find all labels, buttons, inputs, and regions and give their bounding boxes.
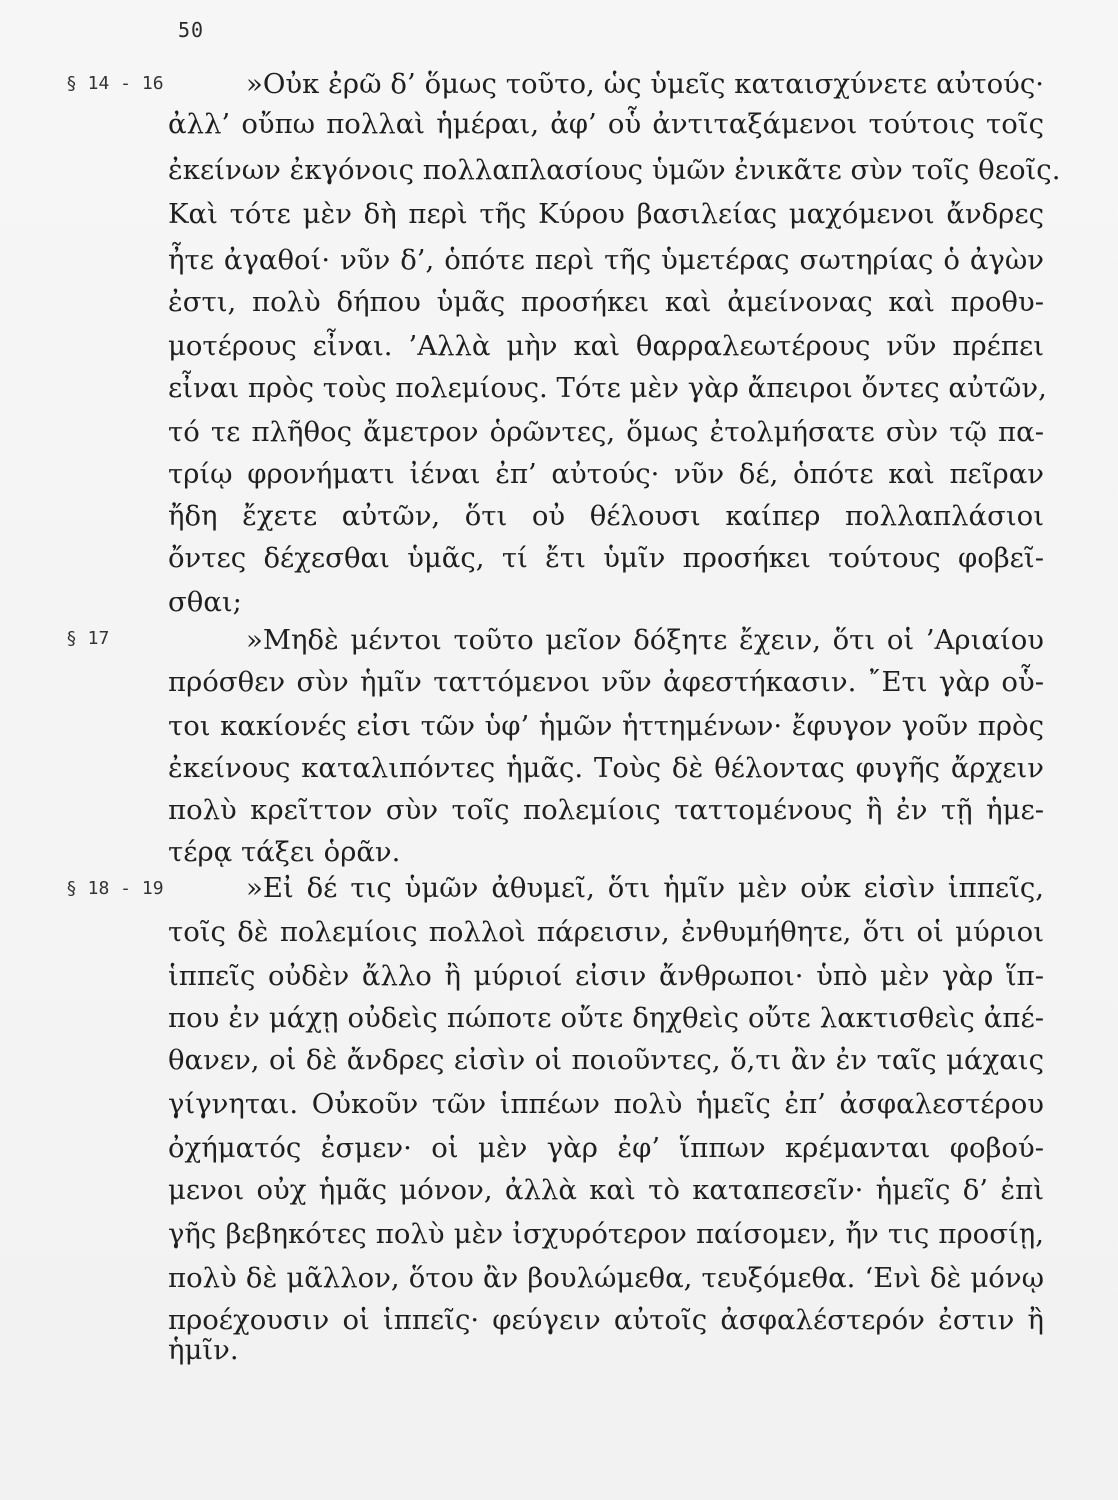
text-line: προέχουσιν οἱ ἱππεῖς· φεύγειν αὐτοῖς ἀσφαλέστερόν ἐστιν ἢ bbox=[168, 1304, 1044, 1336]
text-line: τοι κακίονές εἰσι τῶν ὑφ’ ἡμῶν ἡττημένων· ἔφυγον γοῦν πρὸς bbox=[168, 710, 1044, 742]
text-line: ἐκείνων ἐκγόνοις πολλαπλασίους ὑμῶν ἐνικᾶτε σὺν τοῖς θεοῖς. bbox=[168, 154, 1061, 186]
section-reference: § 17 bbox=[66, 628, 110, 649]
text-line: ἐστι, πολὺ δήπου ὑμᾶς προσήκει καὶ ἀμείνονας καὶ προθυ- bbox=[168, 286, 1044, 318]
text-line: ὀχήματός ἐσμεν· οἱ μὲν γὰρ ἐφ’ ἵππων κρέμανται φοβού- bbox=[168, 1132, 1044, 1164]
text-line: σθαι; bbox=[168, 586, 242, 618]
text-line: »Μηδὲ μέντοι τοῦτο μεῖον δόξητε ἔχειν, ὅτι οἱ ’Αριαίου bbox=[246, 624, 1044, 656]
text-line: ἡμῖν. bbox=[168, 1334, 239, 1366]
text-line: πρόσθεν σὺν ἡμῖν ταττόμενοι νῦν ἀφεστήκασιν. ῎Ετι γὰρ οὗ- bbox=[168, 666, 1044, 698]
text-line: τό τε πλῆθος ἄμετρον ὁρῶντες, ὅμως ἐτολμήσατε σὺν τῷ πα- bbox=[168, 416, 1044, 448]
text-line: »Οὐκ ἐρῶ δ’ ὅμως τοῦτο, ὡς ὑμεῖς καταισχύνετε αὐτούς· bbox=[246, 68, 1044, 100]
text-line: ἦτε ἀγαθοί· νῦν δ’, ὁπότε περὶ τῆς ὑμετέρας σωτηρίας ὁ ἀγὼν bbox=[168, 244, 1044, 276]
text-line: »Εἰ δέ τις ὑμῶν ἀθυμεῖ, ὅτι ἡμῖν μὲν οὐκ εἰσὶν ἱππεῖς, bbox=[246, 872, 1044, 904]
text-line: μενοι οὐχ ἡμᾶς μόνον, ἀλλὰ καὶ τὸ καταπεσεῖν· ἡμεῖς δ’ ἐπὶ bbox=[168, 1174, 1044, 1206]
page-number: 50 bbox=[178, 18, 205, 42]
text-line: Καὶ τότε μὲν δὴ περὶ τῆς Κύρου βασιλείας μαχόμενοι ἄνδρες bbox=[168, 198, 1044, 230]
text-line: γίγνηται. Οὐκοῦν τῶν ἱππέων πολὺ ἡμεῖς ἐπ’ ἀσφαλεστέρου bbox=[168, 1088, 1044, 1120]
text-line: τοῖς δὲ πολεμίοις πολλοὶ πάρεισιν, ἐνθυμήθητε, ὅτι οἱ μύριοι bbox=[168, 916, 1044, 948]
text-line: που ἐν μάχῃ οὐδεὶς πώποτε οὔτε δηχθεὶς οὔτε λακτισθεὶς ἀπέ- bbox=[168, 1002, 1044, 1034]
text-line: ἐκείνους καταλιπόντες ἡμᾶς. Τοὺς δὲ θέλοντας φυγῆς ἄρχειν bbox=[168, 752, 1044, 784]
text-line: ἀλλ’ οὔπω πολλαὶ ἡμέραι, ἀφ’ οὗ ἀντιταξάμενοι τούτοις τοῖς bbox=[168, 108, 1044, 140]
section-reference: § 18 - 19 bbox=[66, 878, 164, 899]
text-line: μοτέρους εἶναι. ’Αλλὰ μὴν καὶ θαρραλεωτέρους νῦν πρέπει bbox=[168, 330, 1044, 362]
text-line: εἶναι πρὸς τοὺς πολεμίους. Τότε μὲν γὰρ ἄπειροι ὄντες αὐτῶν, bbox=[168, 372, 1047, 404]
text-line: ἱππεῖς οὐδὲν ἄλλο ἢ μύριοί εἰσιν ἄνθρωποι· ὑπὸ μὲν γὰρ ἵπ- bbox=[168, 960, 1044, 992]
text-line: ὄντες δέχεσθαι ὑμᾶς, τί ἔτι ὑμῖν προσήκει τούτους φοβεῖ- bbox=[168, 542, 1044, 574]
text-line: πολὺ κρεῖττον σὺν τοῖς πολεμίοις ταττομένους ἢ ἐν τῇ ἡμε- bbox=[168, 794, 1044, 826]
text-line: γῆς βεβηκότες πολὺ μὲν ἰσχυρότερον παίσομεν, ἤν τις προσίῃ, bbox=[168, 1218, 1044, 1250]
text-line: θανεν, οἱ δὲ ἄνδρες εἰσὶν οἱ ποιοῦντες, ὅ,τι ἂν ἐν ταῖς μάχαις bbox=[168, 1044, 1044, 1076]
text-line: ἤδη ἔχετε αὐτῶν, ὅτι οὐ θέλουσι καίπερ πολλαπλάσιοι bbox=[168, 500, 1044, 532]
text-line: πολὺ δὲ μᾶλλον, ὅτου ἂν βουλώμεθα, τευξόμεθα. ‘Ενὶ δὲ μόνῳ bbox=[168, 1262, 1044, 1294]
text-line: τρίῳ φρονήματι ἰέναι ἐπ’ αὐτούς· νῦν δέ, ὁπότε καὶ πεῖραν bbox=[168, 458, 1044, 490]
section-reference: § 14 - 16 bbox=[66, 73, 164, 94]
text-line: τέρᾳ τάξει ὁρᾶν. bbox=[168, 836, 401, 868]
